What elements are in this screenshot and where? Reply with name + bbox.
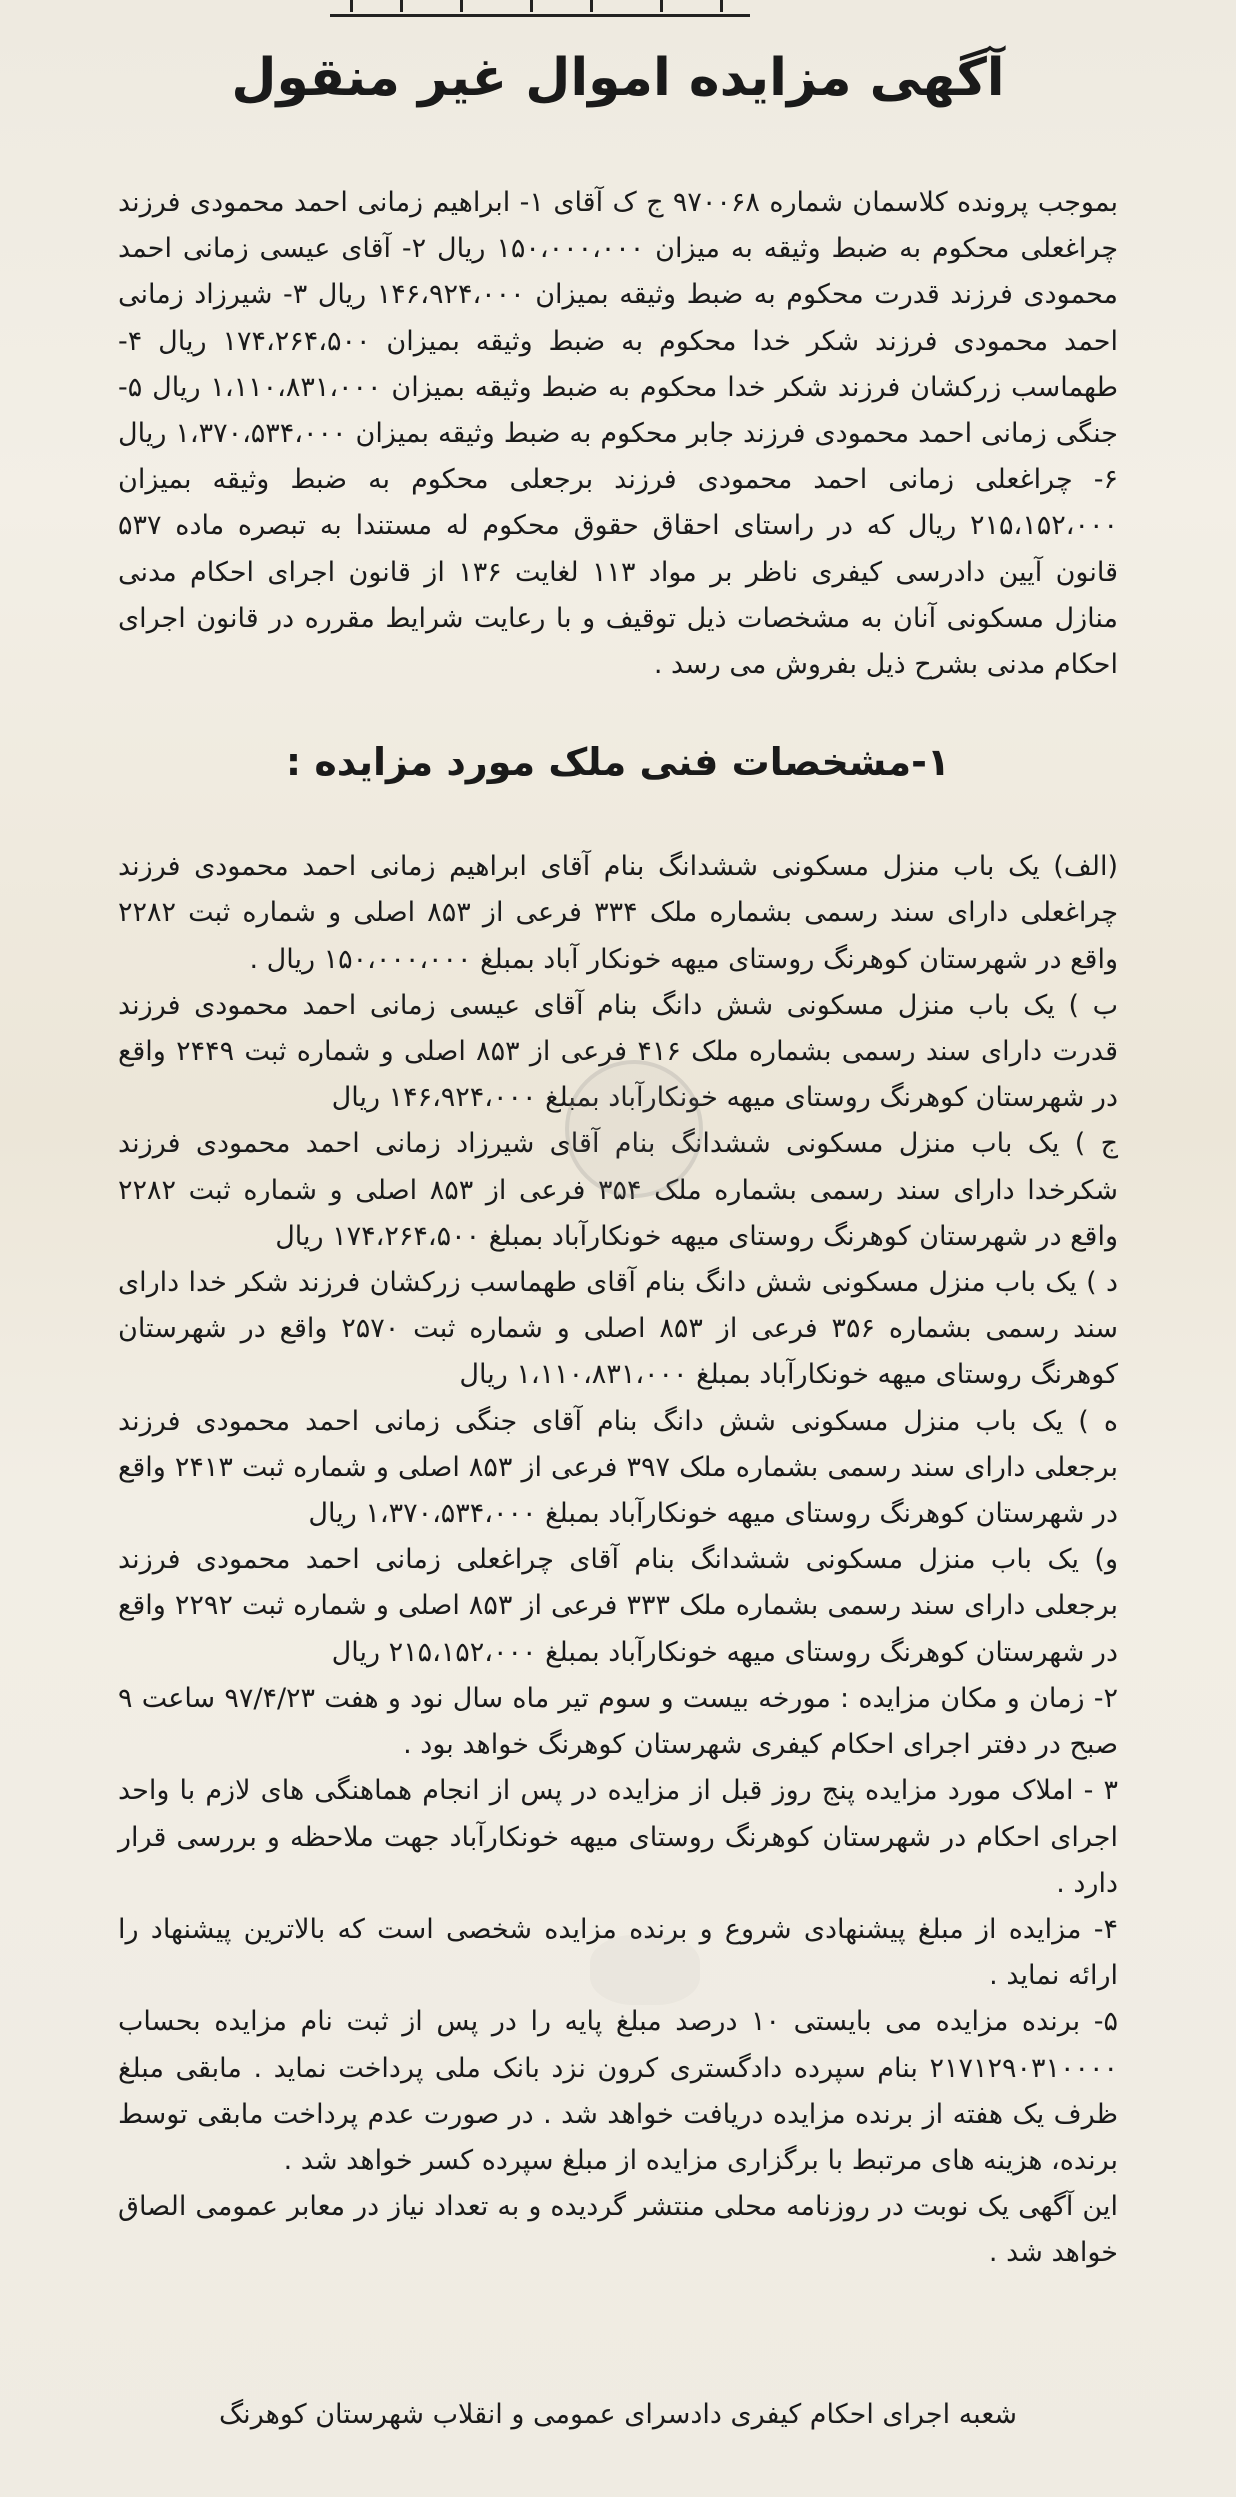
watermark-mark — [590, 1935, 700, 2005]
property-item: ج ) یک باب منزل مسکونی ششدانگ بنام آقای شیرزاد زمانی احمد محمودی فرزند شکرخدا دارای سند رسمی بشماره ملک ۳۵۴ فرعی از ۸۵۳ اصلی و شماره ثبت ۲۲۸۲ واقع در شهرستان کوهرنگ روستای میهه خونکارآباد بمبلغ ۱۷۴،۲۶۴،۵۰۰ ریال — [118, 1128, 1118, 1252]
notice-title: آگهی مزایده اموال غیر منقول — [231, 48, 1005, 108]
property-list — [118, 844, 1118, 1676]
issuing-authority: شعبه اجرای احکام کیفری دادسرای عمومی و انقلاب شهرستان کوهرنگ — [219, 2399, 1017, 2430]
condition-item: ۳ - املاک مورد مزایده پنج روز قبل از مزایده در پس از انجام هماهنگی های لازم با واحد اجرای احکام در شهرستان کوهرنگ روستای میهه خونکارآباد جهت ملاحظه و بررسی قرار دارد . — [118, 1775, 1118, 1899]
intro-paragraph: بموجب پرونده کلاسمان شماره ۹۷۰۰۶۸ ج ک آقای ۱- ابراهیم زمانی احمد محمودی فرزند چراغعلی محکوم به ضبط وثیقه به میزان ۱۵۰،۰۰۰،۰۰۰ ریال ۲- آقای عیسی زمانی احمد محمودی فرزند قدرت محکوم به ضبط وثیقه بمیزان ۱۴۶،۹۲۴،۰۰۰ ریال ۳- شیرزاد زمانی احمد محمودی فرزند شکر خدا محکوم به ضبط وثیقه بمیزان ۱۷۴،۲۶۴،۵۰۰ ریال ۴- طهماسب زرکشان فرزند شکر خدا محکوم به ضبط وثیقه بمیزان ۱،۱۱۰،۸۳۱،۰۰۰ ریال ۵- جنگی زمانی احمد محمودی فرزند جابر محکوم به ضبط وثیقه بمیزان ۱،۳۷۰،۵۳۴،۰۰۰ ریال ۶- چراغعلی زمانی احمد محمودی فرزند برجعلی محکوم به ضبط وثیقه بمیزان ۲۱۵،۱۵۲،۰۰۰ ریال که در راستای احقاق حقوق محکوم له مستندا به تبصره ماده ۵۳۷ قانون آیین دادرسی کیفری ناظر بر مواد ۱۱۳ لغایت ۱۳۶ از قانون اجرای احکام مدنی منازل مسکونی آنان به مشخصات ذیل توقیف و با رعایت شرایط مقرره در قانون اجرای احکام مدنی بشرح ذیل بفروش می رسد . — [118, 187, 1119, 681]
header-decoration — [330, 0, 750, 17]
property-item: ب ) یک باب منزل مسکونی شش دانگ بنام آقای عیسی زمانی احمد محمودی فرزند قدرت دارای سند رسمی بشماره ملک ۴۱۶ فرعی از ۸۵۳ اصلی و شماره ثبت ۲۴۴۹ واقع در شهرستان کوهرنگ روستای میهه خونکارآباد بمبلغ ۱۴۶،۹۲۴،۰۰۰ ریال — [118, 989, 1118, 1114]
publication-note: این آگهی یک نوبت در روزنامه محلی منتشر گردیده و به تعداد نیاز در معابر عمومی الصاق خواهد شد . — [118, 2191, 1118, 2269]
property-item: ه ) یک باب منزل مسکونی شش دانگ بنام آقای جنگی زمانی احمد محمودی فرزند برجعلی دارای سند رسمی بشماره ملک ۳۹۷ فرعی از ۸۵۳ اصلی و شماره ثبت ۲۴۱۳ واقع در شهرستان کوهرنگ روستای میهه خونکارآباد بمبلغ ۱،۳۷۰،۵۳۴،۰۰۰ ریال — [118, 1405, 1119, 1530]
section-heading: ۱-مشخصات فنی ملک مورد مزایده : — [285, 740, 951, 785]
condition-item: ۵- برنده مزایده می بایستی ۱۰ درصد مبلغ پایه را در پس از ثبت نام مزایده بحساب ۲۱۷۱۲۹۰۳۱۰۰۰۰ بنام سپرده دادگستری کرون نزد بانک ملی پرداخت نماید . مابقی مبلغ ظرف یک هفته از برنده مزایده دریافت خواهد شد . در صورت عدم پرداخت مابقی توسط برنده، هزینه های مرتبط با برگزاری مزایده از مبلغ سپرده کسر خواهد شد . — [118, 2006, 1118, 2176]
property-item: (الف) یک باب منزل مسکونی ششدانگ بنام آقای ابراهیم زمانی احمد محمودی فرزند چراغعلی دارای سند رسمی بشماره ملک ۳۳۴ فرعی از ۸۵۳ اصلی و شماره ثبت ۲۲۸۲ واقع در شهرستان کوهرنگ روستای میهه خونکار آباد بمبلغ ۱۵۰،۰۰۰،۰۰۰ ریال . — [118, 851, 1119, 975]
watermark-logo — [565, 1060, 703, 1198]
condition-item: ۲- زمان و مکان مزایده : مورخه بیست و سوم تیر ماه سال نود و هفت ۹۷/۴/۲۳ ساعت ۹ صبح در دفتر اجرای احکام کیفری شهرستان کوهرنگ خواهد بود . — [118, 1682, 1119, 1761]
property-item: د ) یک باب منزل مسکونی شش دانگ بنام آقای طهماسب زرکشان فرزند شکر خدا دارای سند رسمی بشماره ۳۵۶ فرعی از ۸۵۳ اصلی و شماره ثبت ۲۵۷۰ واقع در شهرستان کوهرنگ روستای میهه خونکارآباد بمبلغ ۱،۱۱۰،۸۳۱،۰۰۰ ریال — [118, 1267, 1119, 1391]
property-item: و) یک باب منزل مسکونی ششدانگ بنام آقای چراغعلی زمانی احمد محمودی فرزند برجعلی دارای سند رسمی بشماره ملک ۳۳۳ فرعی از ۸۵۳ اصلی و شماره ثبت ۲۲۹۲ واقع در شهرستان کوهرنگ روستای میهه خونکارآباد بمبلغ ۲۱۵،۱۵۲،۰۰۰ ریال — [118, 1544, 1119, 1668]
condition-item: ۴- مزایده از مبلغ پیشنهادی شروع و برنده مزایده شخصی است که بالاترین پیشنهاد را ارائه نماید . — [118, 1913, 1118, 1992]
